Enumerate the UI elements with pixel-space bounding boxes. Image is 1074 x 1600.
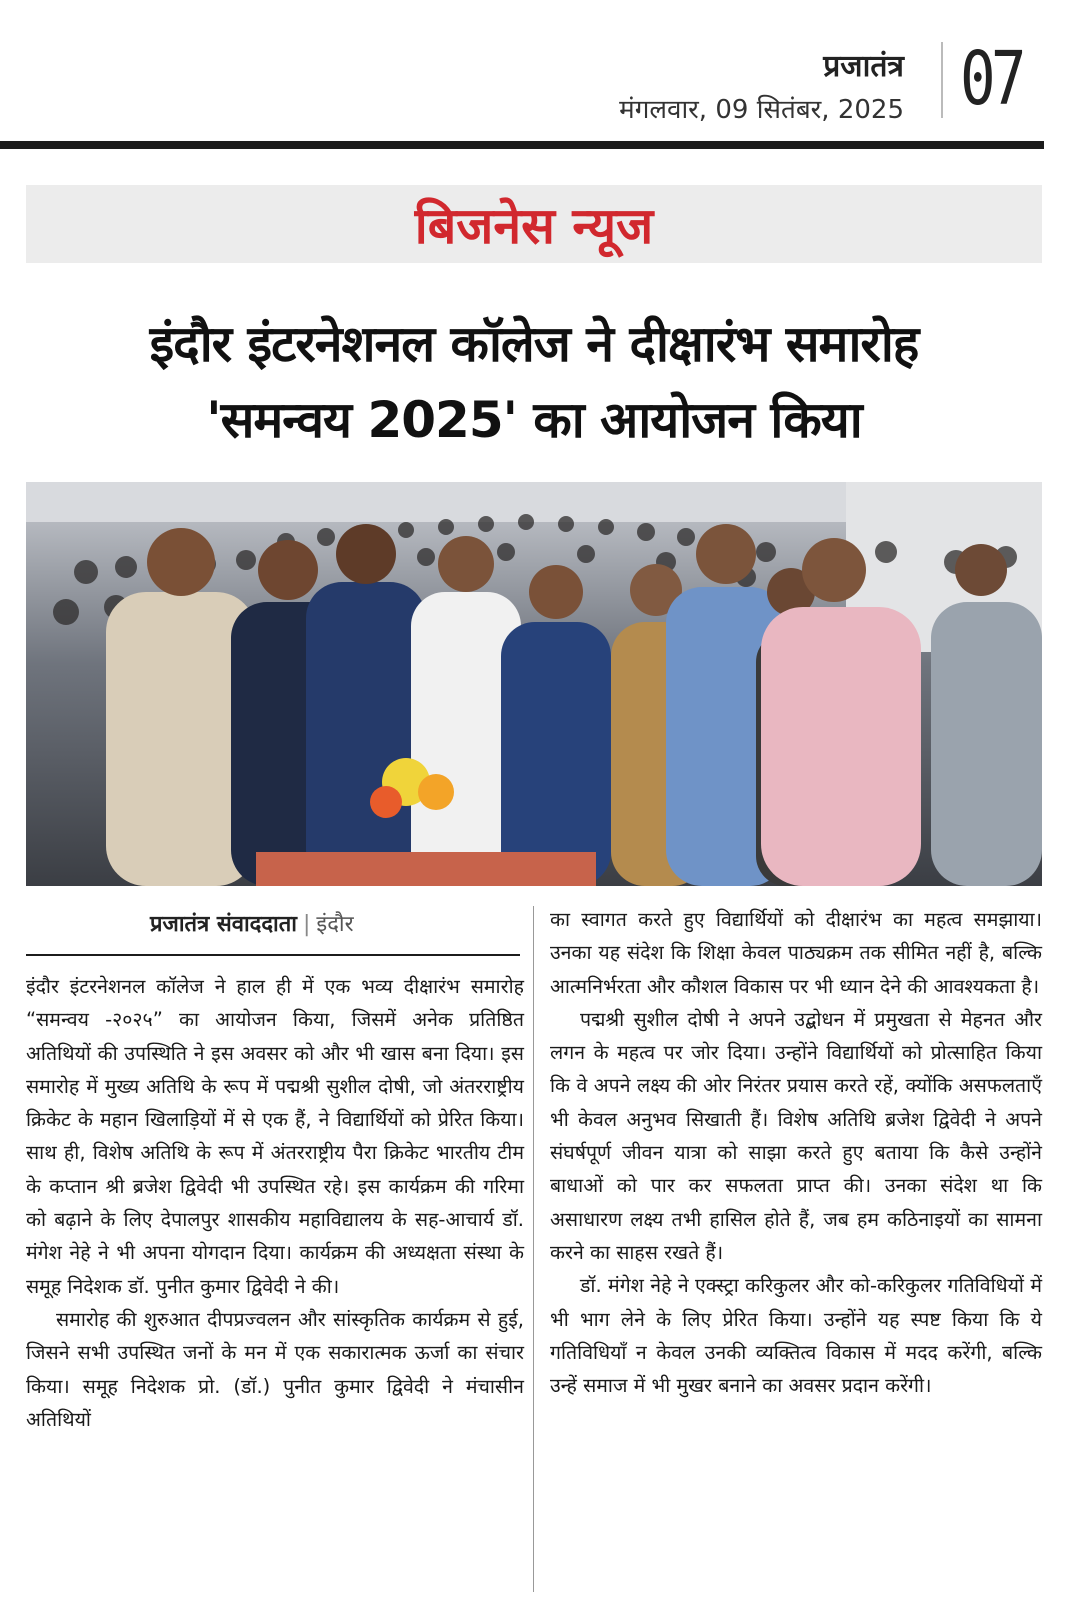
article-paragraph: इंदौर इंटरनेशनल कॉलेज ने हाल ही में एक भव्य दीक्षारंभ समारोह “समन्वय -२०२५” का आयोजन किया, जिसमें अनेक प्रतिष्ठित अतिथियों की उपस्थिति ने इस अवसर को और भी खास बना दिया। इस समारोह में मुख्य अतिथि के रूप में पद्मश्री सुशील दोषी, जो अंतरराष्ट्रीय क्रिकेट के महान खिलाड़ियों में से एक हैं, ने विद्यार्थियों को प्रेरित किया। साथ ही, विशेष अतिथि के रूप में अंतरराष्ट्रीय पैरा क्रिकेट भारतीय टीम के कप्तान श्री ब्रजेश द्विवेदी भी उपस्थित रहे। इस कार्यक्रम की गरिमा को बढ़ाने के लिए देपालपुर शासकीय महाविद्यालय के सह-आचार्य डॉ. मंगेश नेहे ने भी अपना योगदान दिया। कार्यक्रम की अध्यक्षता संस्था के समूह निदेशक डॉ. पुनीत कुमार द्विवेदी ने की। [26,975,524,1298]
masthead-divider [941,42,943,118]
masthead-rule [0,141,1044,149]
masthead [0,0,1074,150]
issue-date: मंगलवार, 09 सितंबर, 2025 [619,95,904,125]
byline [150,908,354,938]
section-header [26,185,1042,263]
event-photo-image [26,482,1042,886]
event-photo [26,482,1042,886]
headline [26,306,1042,458]
column-divider [533,906,534,1592]
section-label: बिजनेस न्यूज [414,197,654,255]
byline-place: इंदौर [316,912,354,937]
byline-rule [26,954,520,956]
byline-separator: | [303,912,311,937]
page-number: 07 [960,36,1022,122]
headline-line-2: 'समन्वय 2025' का आयोजन किया [206,391,862,449]
article-column-left [26,970,524,1436]
article-paragraph: डॉ. मंगेश नेहे ने एक्स्ट्रा करिकुलर और को-करिकुलर गतिविधियों में भी भाग लेने के लिए प्रेरित किया। उन्होंने यह स्पष्ट किया कि ये गतिविधियाँ न केवल उनकी व्यक्तित्व विकास में मदद करेंगी, बल्कि उन्हें समाज में भी मुखर बनाने का अवसर प्रदान करेंगी। [550,1274,1042,1398]
article-paragraph: पद्मश्री सुशील दोषी ने अपने उद्बोधन में प्रमुखता से मेहनत और लगन के महत्व पर जोर दिया। उन्होंने विद्यार्थियों को प्रोत्साहित किया कि वे अपने लक्ष्य की ओर निरंतर प्रयास करते रहें, क्योंकि असफलताएँ भी केवल अनुभव सिखाती हैं। विशेष अतिथि ब्रजेश द्विवेदी ने अपने संघर्षपूर्ण जीवन यात्रा को साझा करते हुए बताया कि कैसे उन्होंने बाधाओं को पार कर सफलता प्राप्त की। उनका संदेश था कि असाधारण लक्ष्य तभी हासिल होते हैं, जब हम कठिनाइयों का सामना करने का साहस रखते हैं। [550,1007,1042,1264]
article-paragraph: का स्वागत करते हुए विद्यार्थियों को दीक्षारंभ का महत्व समझाया। उनका यह संदेश कि शिक्षा केवल पाठ्यक्रम तक सीमित नहीं है, बल्कि आत्मनिर्भरता और कौशल विकास पर भी ध्यान देने की आवश्यकता है। [550,908,1042,998]
byline-reporter: प्रजातंत्र संवाददाता [150,912,297,937]
newspaper-brand: प्रजातंत्र [823,49,904,84]
article-column-right [550,903,1042,1402]
article-paragraph: समारोह की शुरुआत दीपप्रज्वलन और सांस्कृतिक कार्यक्रम से हुई, जिसने सभी उपस्थित जनों के मन में एक सकारात्मक ऊर्जा का संचार किया। समूह निदेशक प्रो. (डॉ.) पुनीत कुमार द्विवेदी ने मंचासीन अतिथियों [26,1307,524,1431]
headline-line-1: इंदौर इंटरनेशनल कॉलेज ने दीक्षारंभ समारोह [149,315,919,373]
